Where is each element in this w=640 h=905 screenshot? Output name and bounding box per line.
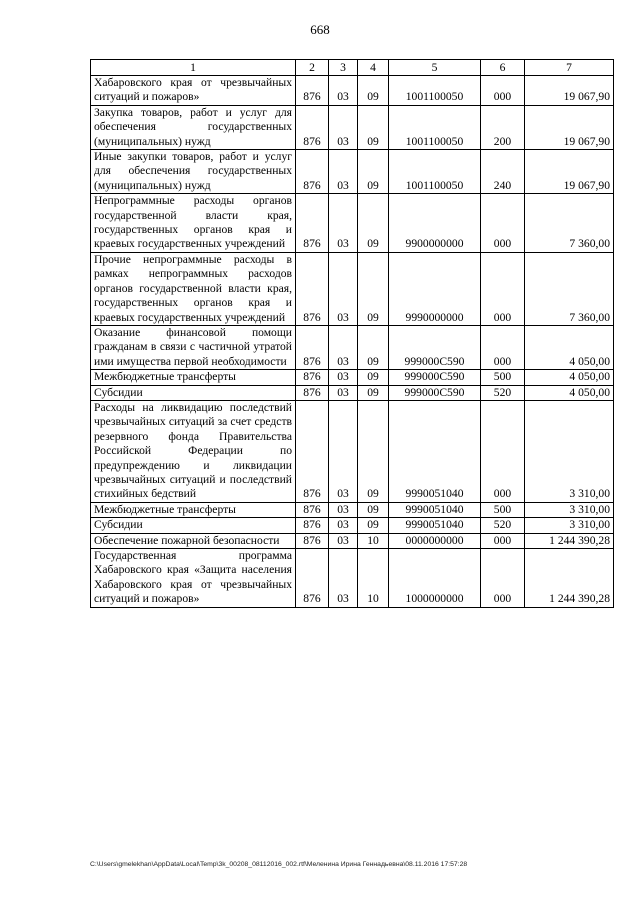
row-amount: 3 310,00 [525,518,614,533]
file-path-footer: C:\Users\gmelekhan\AppData\Local\Temp\3k_00208_08112016_002.rtf\Меленина Ирина Геннадьевна\08.11.2016 17:57:28 [90,861,468,868]
table-body [91,76,614,608]
row-subsection: 09 [358,370,389,385]
row-section: 03 [329,325,358,369]
row-section: 03 [329,502,358,517]
row-admin-code: 876 [296,150,329,194]
row-amount: 7 360,00 [525,252,614,325]
header-col-4: 4 [358,60,389,76]
row-admin-code: 876 [296,105,329,149]
row-amount: 3 310,00 [525,400,614,502]
row-expense-type: 200 [481,105,525,149]
row-name: Межбюджетные трансферты [91,502,296,517]
row-target-article: 9990000000 [389,252,481,325]
row-name: Государственная программа Хабаровского края «Защита населения Хабаровского края от чрезвычайных ситуаций и пожаров» [91,549,296,608]
row-subsection: 10 [358,533,389,548]
table-row [91,105,614,149]
row-admin-code: 876 [296,325,329,369]
row-section: 03 [329,400,358,502]
row-name: Закупка товаров, работ и услуг для обеспечения государственных (муниципальных) нужд [91,105,296,149]
row-expense-type: 000 [481,549,525,608]
row-expense-type: 520 [481,385,525,400]
header-col-5: 5 [389,60,481,76]
row-target-article: 1001100050 [389,105,481,149]
header-row [91,60,614,76]
table-row [91,400,614,502]
header-col-7: 7 [525,60,614,76]
row-subsection: 09 [358,400,389,502]
row-expense-type: 000 [481,400,525,502]
row-amount: 1 244 390,28 [525,533,614,548]
row-section: 03 [329,150,358,194]
table-row [91,76,614,106]
row-section: 03 [329,549,358,608]
row-section: 03 [329,194,358,253]
row-amount: 7 360,00 [525,194,614,253]
row-name: Хабаровского края от чрезвычайных ситуаций и пожаров» [91,76,296,106]
row-admin-code: 876 [296,518,329,533]
table-row [91,370,614,385]
table-row [91,325,614,369]
row-expense-type: 000 [481,76,525,106]
table-row [91,194,614,253]
row-subsection: 09 [358,325,389,369]
table-row [91,150,614,194]
row-admin-code: 876 [296,252,329,325]
row-expense-type: 500 [481,502,525,517]
row-name: Обеспечение пожарной безопасности [91,533,296,548]
row-target-article: 999000С590 [389,370,481,385]
row-expense-type: 500 [481,370,525,385]
row-target-article: 999000С590 [389,325,481,369]
row-subsection: 09 [358,105,389,149]
table-row [91,533,614,548]
row-target-article: 9990051040 [389,518,481,533]
row-section: 03 [329,76,358,106]
row-target-article: 9900000000 [389,194,481,253]
table-row [91,518,614,533]
row-amount: 19 067,90 [525,105,614,149]
row-name: Иные закупки товаров, работ и услуг для обеспечения государственных (муниципальных) нужд [91,150,296,194]
row-admin-code: 876 [296,400,329,502]
row-subsection: 09 [358,252,389,325]
row-subsection: 09 [358,76,389,106]
row-admin-code: 876 [296,370,329,385]
table-row [91,549,614,608]
row-target-article: 0000000000 [389,533,481,548]
row-section: 03 [329,370,358,385]
row-admin-code: 876 [296,549,329,608]
row-target-article: 1001100050 [389,150,481,194]
row-name: Непрограммные расходы органов государственной власти края, государственных органов края и краевых государственных учреждений [91,194,296,253]
table-row [91,502,614,517]
row-amount: 4 050,00 [525,370,614,385]
row-subsection: 09 [358,502,389,517]
page-number: 668 [310,22,330,37]
row-expense-type: 000 [481,194,525,253]
row-amount: 3 310,00 [525,502,614,517]
row-section: 03 [329,385,358,400]
row-name: Оказание финансовой помощи гражданам в связи с частичной утратой ими имущества первой необходимости [91,325,296,369]
header-col-6: 6 [481,60,525,76]
table-row [91,252,614,325]
row-name: Прочие непрограммные расходы в рамках непрограммных расходов органов государственной власти края, государственных органов края и краевых государственных учреждений [91,252,296,325]
row-subsection: 09 [358,150,389,194]
row-name: Субсидии [91,385,296,400]
table-row [91,385,614,400]
header-col-1: 1 [91,60,296,76]
row-amount: 19 067,90 [525,76,614,106]
row-name: Межбюджетные трансферты [91,370,296,385]
row-target-article: 9990051040 [389,502,481,517]
row-target-article: 999000С590 [389,385,481,400]
row-admin-code: 876 [296,194,329,253]
row-admin-code: 876 [296,385,329,400]
row-subsection: 10 [358,549,389,608]
row-admin-code: 876 [296,533,329,548]
row-subsection: 09 [358,194,389,253]
row-section: 03 [329,105,358,149]
row-section: 03 [329,252,358,325]
row-target-article: 9990051040 [389,400,481,502]
row-subsection: 09 [358,518,389,533]
header-col-2: 2 [296,60,329,76]
budget-table [90,59,614,608]
header-col-3: 3 [329,60,358,76]
row-section: 03 [329,518,358,533]
row-name: Субсидии [91,518,296,533]
row-expense-type: 000 [481,533,525,548]
row-expense-type: 240 [481,150,525,194]
row-amount: 4 050,00 [525,325,614,369]
row-admin-code: 876 [296,76,329,106]
row-amount: 1 244 390,28 [525,549,614,608]
row-admin-code: 876 [296,502,329,517]
row-amount: 4 050,00 [525,385,614,400]
row-subsection: 09 [358,385,389,400]
row-amount: 19 067,90 [525,150,614,194]
row-target-article: 1001100050 [389,76,481,106]
row-expense-type: 000 [481,252,525,325]
row-expense-type: 520 [481,518,525,533]
row-name: Расходы на ликвидацию последствий чрезвычайных ситуаций за счет средств резервного фонда Правительства Российской Федерации по предупреждению и ликвидации чрезвычайных ситуаций и последствий стихийных бедствий [91,400,296,502]
row-target-article: 1000000000 [389,549,481,608]
row-section: 03 [329,533,358,548]
row-expense-type: 000 [481,325,525,369]
